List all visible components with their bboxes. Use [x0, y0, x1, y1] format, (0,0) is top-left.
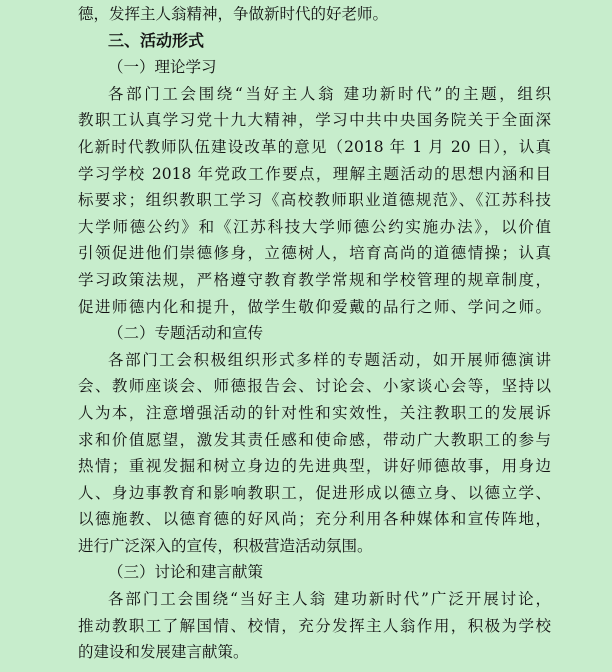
- text-line: 各部门工会围绕“当好主人翁 建功新时代”广泛开展讨论，: [108, 590, 551, 609]
- subsection-heading: （三）讨论和建言献策: [108, 563, 264, 582]
- text-line: 进行广泛深入的宣传，积极营造活动氛围。: [78, 536, 373, 555]
- text-line: 各部门工会积极组织形式多样的专题活动，如开展师德演讲: [108, 350, 551, 369]
- text-line: 热情；重视发掘和树立身边的先进典型，讲好师德故事，用身边: [78, 457, 551, 476]
- subsection-heading: （一）理论学习: [108, 58, 217, 77]
- section-heading: 三、活动形式: [108, 30, 205, 50]
- subsection-heading: （二）专题活动和宣传: [108, 324, 264, 343]
- text-line: 学习政策法规，严格遵守教育教学常规和学校管理的规章制度，: [78, 270, 551, 289]
- text-line: 人为本，注意增强活动的针对性和实效性，关注教职工的发展诉: [78, 403, 551, 422]
- text-line: 教职工认真学习党十九大精神，学习中共中央国务院关于全面深: [78, 111, 551, 130]
- text-line: 促进师德内化和提升，做学生敬仰爱戴的品行之师、学问之师。: [78, 297, 551, 316]
- text-line: 的建设和发展建言献策。: [78, 643, 249, 662]
- text-line: 标要求；组织教职工学习《高校教师职业道德规范》、《江苏科技: [78, 191, 551, 210]
- document-page: [78, 1, 551, 666]
- text-line: 德，发挥主人翁精神，争做新时代的好老师。: [78, 5, 389, 23]
- text-line: 各部门工会围绕“当好主人翁 建功新时代”的主题，组织: [108, 84, 551, 103]
- text-line: 会、教师座谈会、师德报告会、讨论会、小家谈心会等，坚持以: [78, 377, 551, 396]
- text-line: 引领促进他们崇德修身，立德树人，培育高尚的道德情操；认真: [78, 244, 551, 263]
- text-line: 人、身边事教育和影响教职工，促进形成以德立身、以德立学、: [78, 483, 551, 502]
- text-line: 推动教职工了解国情、校情，充分发挥主人翁作用，积极为学校: [78, 616, 551, 635]
- text-line: 大学师德公约》和《江苏科技大学师德公约实施办法》，以价值: [78, 217, 551, 236]
- text-line: 学习学校 2018 年党政工作要点，理解主题活动的思想内涵和目: [78, 164, 551, 183]
- text-line: 以德施教、以德育德的好风尚；充分利用各种媒体和宣传阵地，: [78, 510, 551, 529]
- text-line: 化新时代教师队伍建设改革的意见（2018 年 1 月 20 日），认真: [78, 137, 551, 156]
- text-line: 求和价值愿望，激发其责任感和使命感，带动广大教职工的参与: [78, 430, 551, 449]
